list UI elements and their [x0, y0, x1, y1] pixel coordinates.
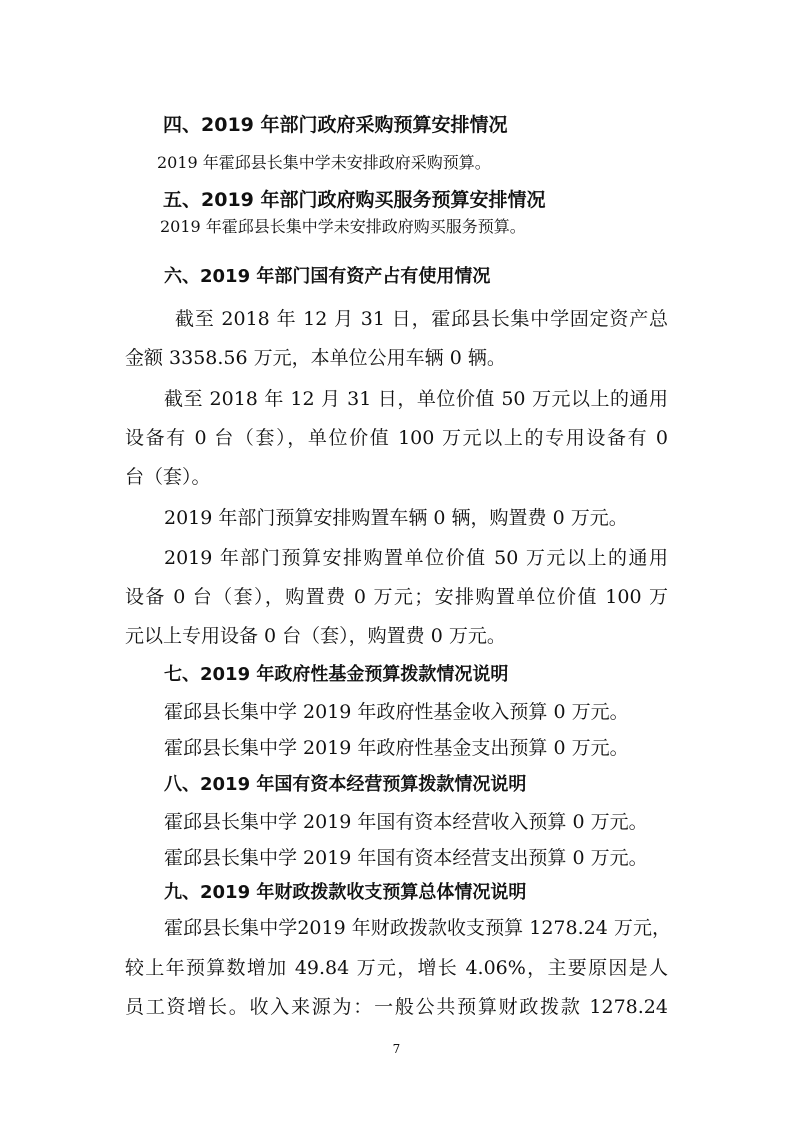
section-6-line-5: 台（套）。 [125, 466, 211, 488]
section-6-line-6: 2019 年部门预算安排购置车辆 0 辆，购置费 0 万元。 [164, 507, 628, 529]
section-7-line-1: 霍邱县长集中学 2019 年政府性基金收入预算 0 万元。 [164, 701, 629, 723]
section-9-line-3: 员工资增长。收入来源为：一般公共预算财政拨款 1278.24 [125, 996, 668, 1018]
section-6-line-7: 2019 年部门预算安排购置单位价值 50 万元以上的通用 [164, 547, 668, 569]
section-9-heading: 九、2019 年财政拨款收支预算总体情况说明 [164, 882, 527, 903]
section-6-line-4: 设备有 0 台（套），单位价值 100 万元以上的专用设备有 0 [125, 427, 668, 449]
section-5-body: 2019 年霍邱县长集中学未安排政府购买服务预算。 [160, 217, 526, 236]
section-7-line-2: 霍邱县长集中学 2019 年政府性基金支出预算 0 万元。 [164, 737, 629, 759]
section-8-line-2: 霍邱县长集中学 2019 年国有资本经营支出预算 0 万元。 [164, 847, 648, 869]
section-6-line-1: 截至 2018 年 12 月 31 日，霍邱县长集中学固定资产总 [175, 308, 668, 330]
section-7-heading: 七、2019 年政府性基金预算拨款情况说明 [164, 664, 509, 685]
section-9-line-1: 霍邱县长集中学2019 年财政拨款收支预算 1278.24 万元， [164, 917, 671, 939]
section-6-line-2: 金额 3358.56 万元，本单位公用车辆 0 辆。 [125, 347, 506, 369]
section-6-heading: 六、2019 年部门国有资产占有使用情况 [164, 266, 491, 287]
section-8-line-1: 霍邱县长集中学 2019 年国有资本经营收入预算 0 万元。 [164, 811, 648, 833]
section-9-line-2: 较上年预算数增加 49.84 万元，增长 4.06%，主要原因是人 [125, 957, 668, 979]
section-5-heading: 五、2019 年部门政府购买服务预算安排情况 [163, 189, 546, 211]
section-6-line-9: 元以上专用设备 0 台（套），购置费 0 万元。 [125, 625, 506, 647]
section-4-heading: 四、2019 年部门政府采购预算安排情况 [163, 114, 508, 136]
page-number: 7 [392, 1042, 401, 1056]
section-6-line-8: 设备 0 台（套），购置费 0 万元；安排购置单位价值 100 万 [125, 586, 668, 608]
section-4-body: 2019 年霍邱县长集中学未安排政府采购预算。 [157, 153, 491, 172]
section-6-line-3: 截至 2018 年 12 月 31 日，单位价值 50 万元以上的通用 [164, 388, 668, 410]
section-8-heading: 八、2019 年国有资本经营预算拨款情况说明 [164, 774, 527, 795]
